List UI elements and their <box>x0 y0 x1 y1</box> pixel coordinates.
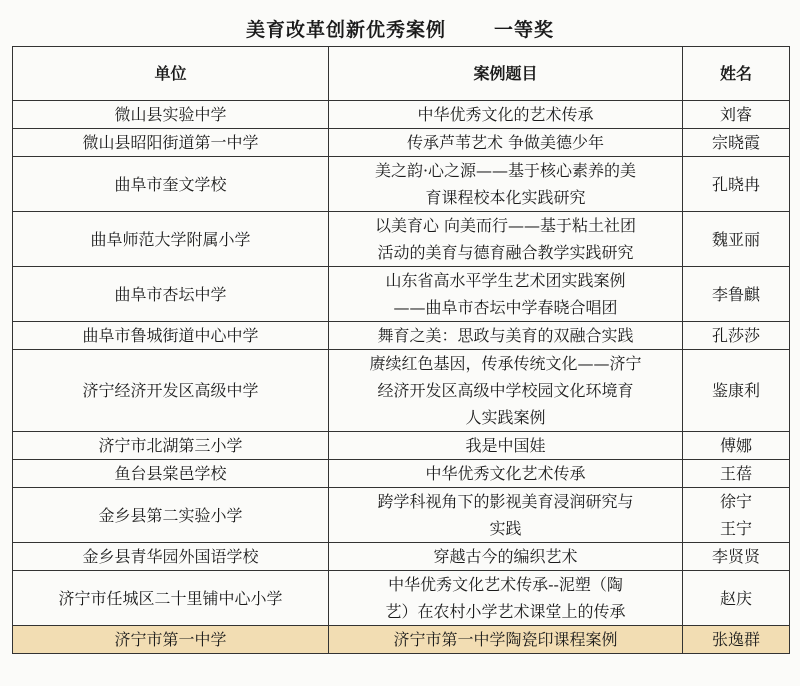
table-row <box>13 267 790 322</box>
cell-name <box>683 350 790 432</box>
person-name: 张逸群 <box>711 630 760 649</box>
cell-name <box>683 488 790 543</box>
cell-topic <box>329 101 683 129</box>
person-name: 鉴康利 <box>711 381 760 400</box>
cell-unit: 曲阜师范大学附属小学 <box>13 212 329 267</box>
cell-topic <box>329 350 683 432</box>
cell-unit: 鱼台县棠邑学校 <box>13 460 329 488</box>
awards-table <box>12 46 790 654</box>
cell-topic <box>329 432 683 460</box>
column-header-unit: 单位 <box>13 47 329 101</box>
cell-unit: 曲阜市鲁城街道中心中学 <box>13 322 329 350</box>
cell-unit: 微山县实验中学 <box>13 101 329 129</box>
column-header-name: 姓名 <box>683 47 790 101</box>
cell-name <box>683 432 790 460</box>
table-row <box>13 488 790 543</box>
cell-name <box>683 101 790 129</box>
topic-line: 经济开发区高级中学校园文化环境育 <box>377 381 634 400</box>
person-name: 徐宁 <box>719 492 752 511</box>
cell-unit: 济宁市北湖第三小学 <box>13 432 329 460</box>
topic-line: 活动的美育与德育融合教学实践研究 <box>377 243 634 262</box>
topic-line: 穿越古今的编织艺术 <box>433 547 578 566</box>
cell-unit: 金乡县第二实验小学 <box>13 488 329 543</box>
topic-line: 艺）在农村小学艺术课堂上的传承 <box>385 602 626 621</box>
table-row <box>13 129 790 157</box>
table-row <box>13 350 790 432</box>
person-name: 傅娜 <box>719 436 752 455</box>
table-row <box>13 626 790 654</box>
person-name: 赵庆 <box>719 588 752 608</box>
table-row <box>13 543 790 571</box>
cell-unit: 金乡县青华园外国语学校 <box>13 543 329 571</box>
topic-line: 美之韵·心之源——基于核心素养的美 <box>374 161 637 180</box>
person-name: 李鲁麒 <box>711 284 760 304</box>
topic-line: 育课程校本化实践研究 <box>425 188 586 207</box>
topic-line: 舞育之美：思政与美育的双融合实践 <box>377 326 634 345</box>
cell-name <box>683 129 790 157</box>
cell-unit: 曲阜市杏坛中学 <box>13 267 329 322</box>
person-name: 刘睿 <box>719 105 752 124</box>
cell-topic <box>329 488 683 543</box>
document-title <box>0 10 800 46</box>
cell-topic <box>329 543 683 571</box>
cell-name <box>683 157 790 212</box>
cell-name <box>683 571 790 626</box>
cell-name <box>683 322 790 350</box>
person-name: 李贤贤 <box>711 547 760 566</box>
topic-line: 中华优秀文化艺术传承--泥塑（陶 <box>388 575 623 594</box>
topic-line: 济宁市第一中学陶瓷印课程案例 <box>393 630 618 649</box>
table-row <box>13 101 790 129</box>
cell-unit: 济宁经济开发区高级中学 <box>13 350 329 432</box>
cell-name <box>683 543 790 571</box>
topic-line: 实践 <box>489 519 522 538</box>
table-row <box>13 322 790 350</box>
table-body <box>13 101 790 654</box>
topic-line: 人实践案例 <box>465 408 546 427</box>
cell-unit: 济宁市第一中学 <box>13 626 329 654</box>
table-header-row <box>13 47 790 101</box>
table-row <box>13 432 790 460</box>
topic-line: 中华优秀文化的艺术传承 <box>417 105 594 124</box>
cell-topic <box>329 571 683 626</box>
cell-unit: 济宁市任城区二十里铺中心小学 <box>13 571 329 626</box>
table-row <box>13 460 790 488</box>
topic-line: 山东省高水平学生艺术团实践案例 <box>385 271 626 290</box>
person-name: 王蓓 <box>719 464 752 483</box>
cell-topic <box>329 129 683 157</box>
award-level: 一等奖 <box>494 18 555 41</box>
person-name: 孔莎莎 <box>711 326 760 345</box>
cell-name <box>683 267 790 322</box>
cell-topic <box>329 626 683 654</box>
person-name: 王宁 <box>719 519 752 538</box>
cell-topic <box>329 157 683 212</box>
cell-name <box>683 460 790 488</box>
topic-line: 以美育心 向美而行——基于粘土社团 <box>374 216 637 235</box>
topic-line: 跨学科视角下的影视美育浸润研究与 <box>377 492 634 511</box>
cell-unit: 曲阜市奎文学校 <box>13 157 329 212</box>
topic-line: ——曲阜市杏坛中学春晓合唱团 <box>393 298 618 317</box>
cell-name <box>683 626 790 654</box>
table-row <box>13 571 790 626</box>
topic-line: 赓续红色基因，传承传统文化——济宁 <box>369 354 642 373</box>
cell-topic <box>329 460 683 488</box>
topic-line: 传承芦苇艺术 争做美德少年 <box>406 133 605 152</box>
table-row <box>13 157 790 212</box>
topic-line: 中华优秀文化艺术传承 <box>425 464 586 483</box>
column-header-topic: 案例题目 <box>329 47 683 101</box>
cell-name <box>683 212 790 267</box>
table-row <box>13 212 790 267</box>
title-text: 美育改革创新优秀案例 <box>245 18 446 41</box>
cell-topic <box>329 267 683 322</box>
topic-line: 我是中国娃 <box>465 436 546 455</box>
cell-topic <box>329 322 683 350</box>
person-name: 魏亚丽 <box>711 229 760 249</box>
person-name: 宗晓霞 <box>711 133 760 152</box>
cell-topic <box>329 212 683 267</box>
person-name: 孔晓冉 <box>711 174 760 194</box>
cell-unit: 微山县昭阳街道第一中学 <box>13 129 329 157</box>
